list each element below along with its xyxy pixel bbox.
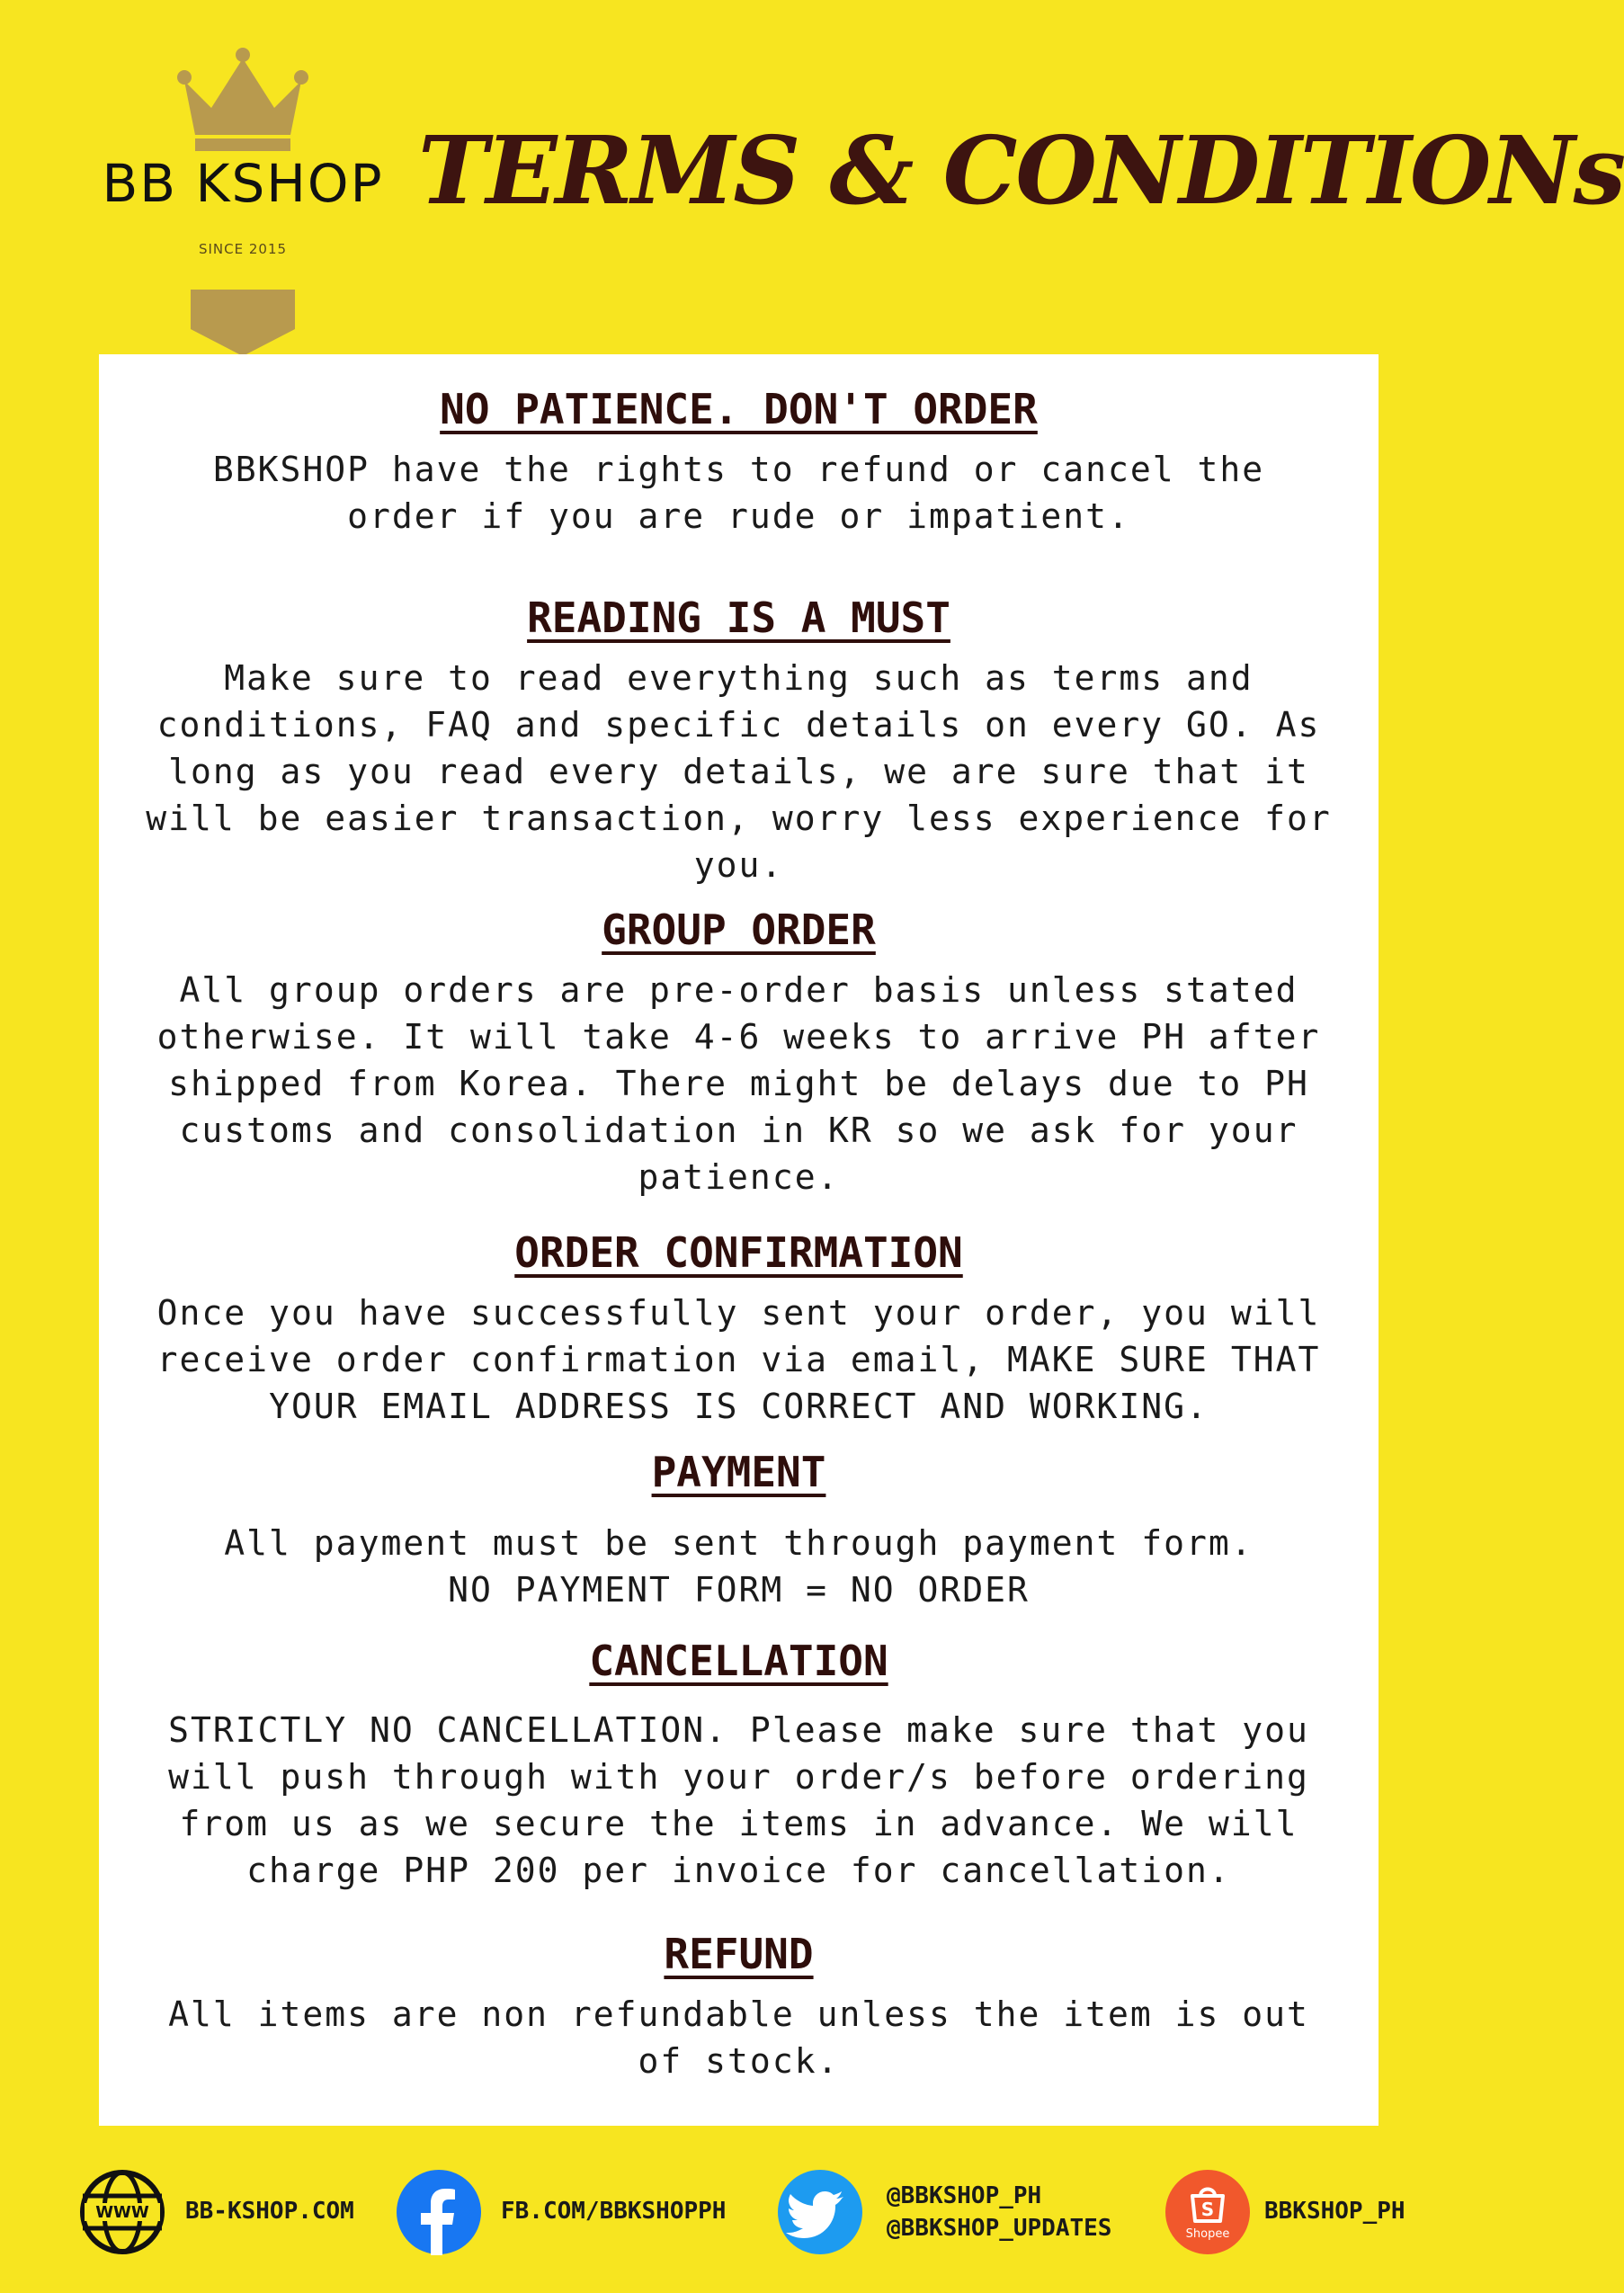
- website-link[interactable]: [79, 2158, 385, 2266]
- body-line: conditions, FAQ and specific details on every GO. As: [156, 705, 1321, 745]
- body-line: will be easier transaction, worry less experience for: [146, 799, 1332, 838]
- body-line: patience.: [638, 1157, 840, 1197]
- brand-since: SINCE 2015: [198, 241, 288, 257]
- section-heading: ORDER CONFIRMATION: [514, 1228, 963, 1277]
- globe-icon-text: WWW: [95, 2203, 149, 2222]
- section-payment: [99, 1448, 1379, 1613]
- body-line: STRICTLY NO CANCELLATION. Please make sure that you: [168, 1710, 1309, 1750]
- section-heading: CANCELLATION: [589, 1637, 888, 1685]
- body-line: order if you are rude or impatient.: [347, 496, 1130, 536]
- section-heading: PAYMENT: [651, 1448, 826, 1496]
- section-heading: NO PATIENCE. DON'T ORDER: [440, 385, 1038, 433]
- body-line: of stock.: [638, 2041, 840, 2081]
- body-line: All group orders are pre-order basis unless stated: [179, 970, 1298, 1010]
- twitter-link[interactable]: [777, 2158, 1164, 2266]
- section-body: [110, 446, 1369, 540]
- terms-panel: [99, 354, 1379, 2126]
- website-label: BB-KSHOP.COM: [185, 2198, 354, 2225]
- body-line: long as you read every details, we are sure that it: [168, 752, 1309, 791]
- section-body: [110, 1707, 1369, 1894]
- facebook-label: FB.COM/BBKSHOPPH: [501, 2198, 727, 2225]
- section-body: [110, 1520, 1369, 1613]
- brand-name: BB KSHOP: [102, 153, 384, 214]
- section-refund: [99, 1930, 1379, 2084]
- body-line: charge PHP 200 per invoice for cancellation.: [246, 1851, 1231, 1890]
- section-heading: GROUP ORDER: [602, 906, 876, 954]
- section-order-confirmation: [99, 1228, 1379, 1430]
- footer-social-bar: [0, 2158, 1484, 2266]
- body-line: shipped from Korea. There might be delays due to PH: [168, 1064, 1309, 1103]
- globe-icon: [79, 2169, 165, 2255]
- section-cancellation: [99, 1637, 1379, 1894]
- section-body: [110, 1289, 1369, 1430]
- twitter-handle-primary: @BBKSHOP_PH: [887, 2182, 1042, 2209]
- facebook-link[interactable]: [396, 2158, 773, 2266]
- body-line: BBKSHOP have the rights to refund or cancel the: [212, 450, 1265, 489]
- body-line: Make sure to read everything such as terms and: [224, 658, 1254, 698]
- body-line: All payment must be sent through payment form.: [224, 1523, 1254, 1563]
- twitter-label: [887, 2180, 1111, 2244]
- section-reading: [99, 593, 1379, 888]
- ribbon-icon: [191, 290, 295, 356]
- svg-text:S: S: [1200, 2199, 1215, 2220]
- twitter-handle-updates: @BBKSHOP_UPDATES: [887, 2215, 1112, 2242]
- shopee-label: BBKSHOP_PH: [1264, 2198, 1405, 2225]
- body-line: you.: [693, 845, 784, 885]
- body-line: from us as we secure the items in advance. We will: [179, 1804, 1298, 1843]
- body-line: will push through with your order/s before ordering: [168, 1757, 1309, 1797]
- body-line: YOUR EMAIL ADDRESS IS CORRECT AND WORKING.: [269, 1387, 1209, 1426]
- body-line: Once you have successfully sent your order, you will: [156, 1293, 1321, 1333]
- section-body: [110, 655, 1369, 888]
- brand-logo: [90, 36, 396, 360]
- body-line: receive order confirmation via email, MAKE SURE THAT: [156, 1340, 1321, 1379]
- page-title: TERMS & CONDITIONs: [418, 115, 1624, 226]
- section-body: [110, 1991, 1369, 2084]
- facebook-icon: [396, 2169, 482, 2255]
- shopee-icon-text: Shopee: [1185, 2227, 1230, 2241]
- section-heading: READING IS A MUST: [527, 593, 950, 642]
- body-line: otherwise. It will take 4-6 weeks to arrive PH after: [156, 1017, 1321, 1057]
- section-group-order: [99, 906, 1379, 1200]
- shopee-link[interactable]: [1164, 2158, 1452, 2266]
- section-heading: REFUND: [664, 1930, 814, 1978]
- section-no-patience: [99, 385, 1379, 540]
- crown-icon: [175, 45, 310, 153]
- body-line: All items are non refundable unless the item is out: [168, 1994, 1309, 2034]
- section-body: [110, 967, 1369, 1200]
- body-line: customs and consolidation in KR so we ask for your: [179, 1111, 1298, 1150]
- twitter-icon: [777, 2169, 863, 2255]
- body-line: NO PAYMENT FORM = NO ORDER: [448, 1570, 1030, 1610]
- shopee-icon: [1164, 2169, 1251, 2255]
